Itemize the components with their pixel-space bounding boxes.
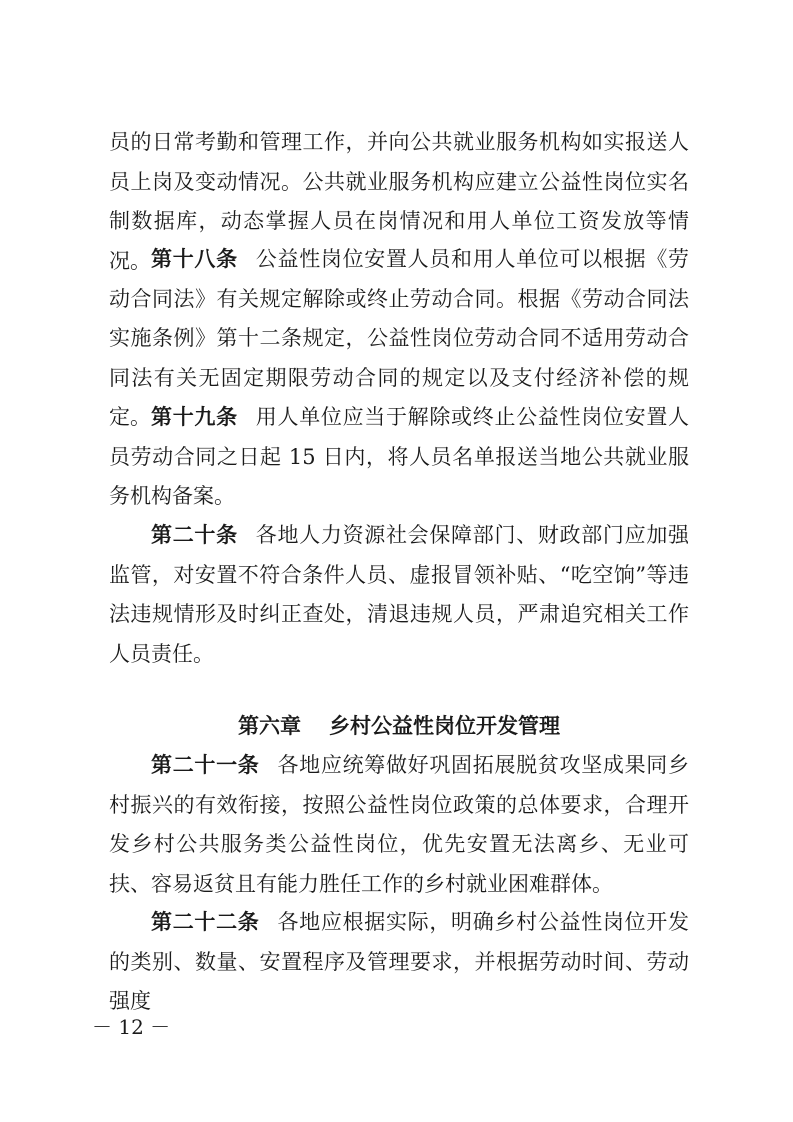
article-text: 用人单位应当于解除或终止公益性岗位安置人员劳动合同之日起 15 日内，将人员名单报送当地公共就业服务机构备案。 [109,405,690,508]
article-label: 第十九条 [151,405,238,429]
article-20 [109,516,689,674]
page-number: － 12 － [92,1015,171,1039]
article-text: 各地人力资源社会保障部门、财政部门应加强监管，对安置不符合条件人员、虚报冒领补贴、“吃空饷”等违法违规情形及时纠正查处，清退违规人员，严肃追究相关工作人员责任。 [109,523,690,666]
article-21 [109,746,689,904]
article-label: 第二十条 [151,523,238,547]
article-text: 各地应统筹做好巩固拓展脱贫攻坚成果同乡村振兴的有效衔接，按照公益性岗位政策的总体要求，合理开发乡村公共服务类公益性岗位，优先安置无法离乡、无业可扶、容易返贫且有能力胜任工作的乡村就业困难群体。 [109,753,690,896]
paragraph-text: 员的日常考勤和管理工作，并向公共就业服务机构如实报送人员上岗及变动情况。公共就业服务机构应建立公益性岗位实名制数据库，动态掌握人员在岗情况和用人单位工资发放等情况。 [109,130,689,273]
article-label: 第十八条 [151,247,238,271]
chapter-number: 第六章 [238,714,301,738]
article-label: 第二十二条 [151,910,260,934]
article-label: 第二十一条 [151,753,260,777]
article-19 [109,398,689,517]
article-text: 各地应根据实际，明确乡村公益性岗位开发的类别、数量、安置程序及管理要求，并根据劳动时间、劳动强度 [109,910,690,1013]
chapter-title-text: 乡村公益性岗位开发管理 [329,714,560,738]
article-text: 公益性岗位安置人员和用人单位可以根据《劳动合同法》有关规定解除或终止劳动合同。根据《劳动合同法实施条例》第十二条规定，公益性岗位劳动合同不适用劳动合同法有关无固定期限劳动合同的规定以及支付经济补偿的规定。 [109,247,690,429]
chapter-heading [109,706,689,746]
article-22 [109,903,689,1022]
